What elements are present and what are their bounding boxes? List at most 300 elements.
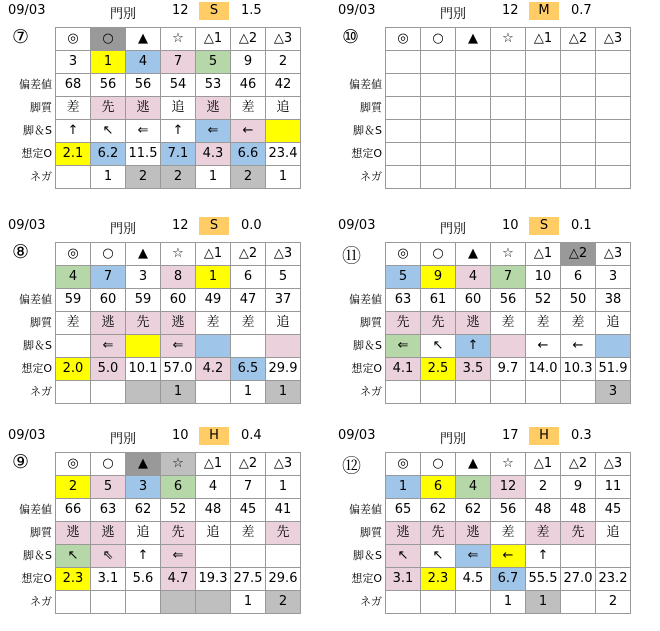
row-label: ネガ	[360, 170, 382, 183]
row-label: 想定O	[21, 147, 52, 160]
style-row	[386, 97, 631, 120]
mark-row	[386, 28, 631, 51]
venue: 門別	[440, 7, 467, 22]
style-cell	[386, 97, 421, 120]
nega-cell	[561, 381, 596, 404]
row-label: 脚＆S	[353, 339, 382, 352]
nega-cell: 2	[266, 591, 301, 614]
row-label: ネガ	[30, 385, 52, 398]
dev-cell: 62	[456, 499, 491, 522]
horse-cell: 3	[126, 476, 161, 499]
horse-cell: 4	[456, 266, 491, 289]
style-cell: 逃	[126, 97, 161, 120]
row-label: 脚＆S	[353, 124, 382, 137]
nega-cell	[161, 591, 196, 614]
dev-row	[56, 289, 301, 312]
dev-cell: 48	[526, 499, 561, 522]
horse-cell: 5	[266, 266, 301, 289]
odds-cell	[561, 143, 596, 166]
nega-cell: 3	[596, 381, 631, 404]
odds-cell: 3.1	[91, 568, 126, 591]
dev-row	[386, 289, 631, 312]
style-cell	[561, 97, 596, 120]
race-date: 09/03	[8, 3, 46, 18]
style-cell: 追	[266, 97, 301, 120]
odds-cell: 51.9	[596, 358, 631, 381]
race-header	[330, 215, 660, 235]
leg-cell: ⇐	[196, 120, 231, 143]
odds-cell: 2.5	[421, 358, 456, 381]
dev-cell: 48	[561, 499, 596, 522]
mark-cell: ◎	[386, 28, 421, 51]
dev-cell: 61	[421, 289, 456, 312]
row-label: 脚＆S	[23, 549, 52, 562]
style-cell: 先	[421, 312, 456, 335]
horse-cell: 3	[126, 266, 161, 289]
odds-cell: 23.4	[266, 143, 301, 166]
prediction-table	[385, 27, 631, 189]
leg-cell	[56, 335, 91, 358]
odds-cell: 3.5	[456, 358, 491, 381]
odds-cell: 2.0	[56, 358, 91, 381]
nega-row	[386, 166, 631, 189]
dev-cell: 47	[231, 289, 266, 312]
style-cell	[421, 97, 456, 120]
nega-cell	[491, 381, 526, 404]
style-cell: 差	[231, 97, 266, 120]
odds-cell: 23.2	[596, 568, 631, 591]
grade-badge: H	[529, 427, 559, 445]
horse-cell: 1	[386, 476, 421, 499]
dev-cell: 48	[196, 499, 231, 522]
mark-cell: △3	[596, 28, 631, 51]
odds-cell: 6.5	[231, 358, 266, 381]
horse-cell: 4	[126, 51, 161, 74]
horse-row	[386, 266, 631, 289]
leg-cell	[266, 120, 301, 143]
odds-cell: 57.0	[161, 358, 196, 381]
horse-cell: 2	[526, 476, 561, 499]
odds-row	[56, 358, 301, 381]
mark-cell: △1	[526, 243, 561, 266]
nega-cell: 1	[161, 381, 196, 404]
leg-cell	[596, 545, 631, 568]
horse-cell: 7	[91, 266, 126, 289]
field-size: 12	[172, 3, 189, 18]
dev-row	[56, 74, 301, 97]
race-header	[330, 425, 660, 445]
mark-cell: ▲	[456, 28, 491, 51]
row-label: 脚＆S	[23, 124, 52, 137]
grade-value: 0.0	[241, 218, 262, 233]
dev-row	[56, 499, 301, 522]
grade-value: 0.4	[241, 428, 262, 443]
horse-cell: 4	[196, 476, 231, 499]
race-number: ⑨	[12, 451, 30, 473]
style-cell: 追	[266, 312, 301, 335]
row-label: 脚＆S	[353, 549, 382, 562]
row-label: 想定O	[21, 362, 52, 375]
horse-cell: 1	[91, 51, 126, 74]
leg-cell: ⇐	[456, 545, 491, 568]
row-label: 脚＆S	[23, 339, 52, 352]
nega-cell	[491, 166, 526, 189]
style-cell: 逃	[196, 97, 231, 120]
leg-cell: ↑	[161, 120, 196, 143]
mark-cell: ▲	[126, 243, 161, 266]
mark-cell: △1	[526, 453, 561, 476]
leg-cell	[456, 120, 491, 143]
horse-cell: 3	[596, 266, 631, 289]
odds-row	[386, 143, 631, 166]
mark-cell: ○	[421, 28, 456, 51]
row-label: 想定O	[351, 572, 382, 585]
mark-cell: ▲	[126, 28, 161, 51]
dev-cell: 62	[421, 499, 456, 522]
race-header	[0, 425, 330, 445]
leg-cell: ↑	[456, 335, 491, 358]
dev-cell: 56	[126, 74, 161, 97]
nega-cell	[421, 166, 456, 189]
style-row	[56, 97, 301, 120]
nega-cell	[56, 381, 91, 404]
leg-cell: ←	[561, 335, 596, 358]
dev-cell: 45	[596, 499, 631, 522]
odds-cell: 3.1	[386, 568, 421, 591]
horse-row	[56, 51, 301, 74]
dev-cell	[421, 74, 456, 97]
race-panel	[330, 425, 660, 630]
nega-cell	[456, 591, 491, 614]
mark-cell: ○	[91, 453, 126, 476]
race-date: 09/03	[338, 3, 376, 18]
race-number: ⑧	[12, 241, 30, 263]
race-panel	[330, 0, 660, 205]
nega-cell: 1	[266, 166, 301, 189]
horse-cell: 2	[56, 476, 91, 499]
horse-cell: 7	[231, 476, 266, 499]
dev-cell: 60	[91, 289, 126, 312]
horse-cell	[386, 51, 421, 74]
dev-cell: 50	[561, 289, 596, 312]
mark-cell: △2	[561, 28, 596, 51]
style-cell: 逃	[161, 312, 196, 335]
odds-cell: 4.1	[386, 358, 421, 381]
style-cell: 差	[526, 312, 561, 335]
leg-cell: ↑	[526, 545, 561, 568]
row-label: ネガ	[360, 595, 382, 608]
leg-cell: ↖	[91, 120, 126, 143]
style-cell: 逃	[386, 522, 421, 545]
leg-row	[386, 545, 631, 568]
field-size: 17	[502, 428, 519, 443]
horse-cell	[561, 51, 596, 74]
race-header	[330, 0, 660, 20]
style-row	[56, 522, 301, 545]
mark-cell: ◎	[386, 453, 421, 476]
horse-cell: 8	[161, 266, 196, 289]
odds-cell: 55.5	[526, 568, 561, 591]
style-cell: 差	[196, 312, 231, 335]
dev-cell: 65	[386, 499, 421, 522]
mark-cell: △3	[266, 28, 301, 51]
horse-cell: 5	[196, 51, 231, 74]
leg-cell: ↖	[421, 545, 456, 568]
nega-cell: 1	[491, 591, 526, 614]
horse-cell: 7	[491, 266, 526, 289]
style-cell: 追	[596, 312, 631, 335]
leg-cell: ←	[491, 545, 526, 568]
leg-cell	[491, 335, 526, 358]
row-label: 偏差値	[19, 503, 52, 516]
horse-cell: 1	[196, 266, 231, 289]
nega-cell: 1	[266, 381, 301, 404]
row-label: 想定O	[21, 572, 52, 585]
style-cell: 追	[161, 97, 196, 120]
style-cell: 差	[561, 312, 596, 335]
horse-cell: 1	[266, 476, 301, 499]
nega-cell	[196, 591, 231, 614]
odds-row	[386, 358, 631, 381]
leg-cell	[491, 120, 526, 143]
leg-cell: ⇐	[386, 335, 421, 358]
grade-value: 0.1	[571, 218, 592, 233]
horse-cell: 5	[386, 266, 421, 289]
odds-cell: 7.1	[161, 143, 196, 166]
nega-cell	[91, 591, 126, 614]
prediction-table	[55, 242, 301, 404]
grade-value: 0.3	[571, 428, 592, 443]
venue: 門別	[110, 432, 137, 447]
dev-cell: 60	[161, 289, 196, 312]
leg-cell	[266, 545, 301, 568]
odds-cell: 19.3	[196, 568, 231, 591]
odds-cell: 2.3	[421, 568, 456, 591]
dev-cell: 52	[526, 289, 561, 312]
horse-cell: 12	[491, 476, 526, 499]
horse-row	[56, 476, 301, 499]
leg-row	[56, 120, 301, 143]
style-row	[386, 522, 631, 545]
odds-cell	[596, 143, 631, 166]
horse-cell: 4	[56, 266, 91, 289]
style-cell: 先	[161, 522, 196, 545]
horse-row	[386, 51, 631, 74]
odds-cell	[526, 143, 561, 166]
mark-cell: ◎	[386, 243, 421, 266]
mark-cell: ◎	[56, 243, 91, 266]
style-cell: 差	[491, 522, 526, 545]
nega-cell	[386, 166, 421, 189]
dev-cell: 37	[266, 289, 301, 312]
race-date: 09/03	[8, 218, 46, 233]
leg-cell: ⇐	[161, 335, 196, 358]
mark-cell: ☆	[491, 243, 526, 266]
odds-cell: 5.6	[126, 568, 161, 591]
prediction-table	[55, 452, 301, 614]
horse-cell: 4	[456, 476, 491, 499]
style-cell	[491, 97, 526, 120]
race-header	[0, 215, 330, 235]
race-number: ⑦	[12, 26, 30, 48]
horse-cell: 5	[91, 476, 126, 499]
leg-cell: ⇐	[161, 545, 196, 568]
leg-cell	[526, 120, 561, 143]
style-cell: 差	[231, 312, 266, 335]
row-label: 偏差値	[19, 293, 52, 306]
nega-cell	[421, 591, 456, 614]
row-label: 脚質	[30, 316, 52, 329]
mark-cell: ○	[91, 243, 126, 266]
field-size: 12	[502, 3, 519, 18]
horse-row	[56, 266, 301, 289]
style-cell: 差	[491, 312, 526, 335]
leg-cell	[386, 120, 421, 143]
dev-cell	[561, 74, 596, 97]
style-row	[56, 312, 301, 335]
nega-row	[56, 381, 301, 404]
dev-cell	[491, 74, 526, 97]
dev-cell: 41	[266, 499, 301, 522]
horse-cell: 6	[231, 266, 266, 289]
mark-cell: △2	[231, 453, 266, 476]
dev-cell: 56	[91, 74, 126, 97]
mark-cell: △3	[596, 243, 631, 266]
odds-cell: 10.1	[126, 358, 161, 381]
mark-row	[386, 453, 631, 476]
leg-cell	[196, 545, 231, 568]
leg-cell	[266, 335, 301, 358]
odds-cell	[491, 143, 526, 166]
style-cell	[526, 97, 561, 120]
dev-cell	[386, 74, 421, 97]
horse-cell	[421, 51, 456, 74]
grade-value: 0.7	[571, 3, 592, 18]
nega-cell	[526, 166, 561, 189]
odds-cell: 6.6	[231, 143, 266, 166]
horse-cell: 6	[421, 476, 456, 499]
row-label: 脚質	[30, 526, 52, 539]
horse-cell: 9	[231, 51, 266, 74]
nega-cell	[561, 591, 596, 614]
nega-cell: 1	[196, 166, 231, 189]
mark-cell: ◎	[56, 453, 91, 476]
row-label: 想定O	[351, 362, 382, 375]
prediction-table	[385, 452, 631, 614]
leg-cell: ↖	[386, 545, 421, 568]
mark-cell: ○	[91, 28, 126, 51]
grade-badge: S	[199, 2, 229, 20]
horse-cell	[596, 51, 631, 74]
race-date: 09/03	[338, 218, 376, 233]
mark-cell: △1	[196, 28, 231, 51]
mark-cell: △3	[266, 453, 301, 476]
style-cell: 先	[266, 522, 301, 545]
mark-row	[56, 243, 301, 266]
leg-cell	[421, 120, 456, 143]
nega-cell	[386, 591, 421, 614]
dev-cell: 66	[56, 499, 91, 522]
nega-cell	[596, 166, 631, 189]
style-cell: 差	[56, 312, 91, 335]
nega-cell	[126, 591, 161, 614]
style-row	[386, 312, 631, 335]
race-header	[0, 0, 330, 20]
dev-cell	[526, 74, 561, 97]
nega-cell: 1	[526, 591, 561, 614]
row-label: 脚質	[360, 526, 382, 539]
race-panel	[0, 425, 330, 630]
leg-cell: ↖	[421, 335, 456, 358]
leg-cell	[596, 335, 631, 358]
leg-cell	[231, 545, 266, 568]
odds-cell: 11.5	[126, 143, 161, 166]
field-size: 12	[172, 218, 189, 233]
dev-cell: 59	[126, 289, 161, 312]
mark-cell: △2	[561, 243, 596, 266]
mark-cell: ☆	[161, 243, 196, 266]
prediction-table	[55, 27, 301, 189]
field-size: 10	[502, 218, 519, 233]
style-cell: 先	[386, 312, 421, 335]
dev-cell: 53	[196, 74, 231, 97]
venue: 門別	[110, 7, 137, 22]
style-cell: 差	[231, 522, 266, 545]
odds-cell: 14.0	[526, 358, 561, 381]
style-cell	[596, 97, 631, 120]
nega-cell	[126, 381, 161, 404]
dev-cell: 68	[56, 74, 91, 97]
style-cell: 差	[56, 97, 91, 120]
style-cell: 先	[91, 97, 126, 120]
dev-cell: 52	[161, 499, 196, 522]
style-cell: 逃	[456, 522, 491, 545]
nega-cell	[56, 591, 91, 614]
grade-badge: S	[199, 217, 229, 235]
nega-cell	[561, 166, 596, 189]
style-cell: 追	[196, 522, 231, 545]
odds-cell: 10.3	[561, 358, 596, 381]
leg-row	[56, 335, 301, 358]
dev-cell: 60	[456, 289, 491, 312]
leg-cell: ↑	[126, 545, 161, 568]
row-label: 偏差値	[349, 78, 382, 91]
style-cell: 逃	[91, 522, 126, 545]
odds-row	[56, 143, 301, 166]
odds-cell: 4.7	[161, 568, 196, 591]
horse-cell: 6	[561, 266, 596, 289]
mark-cell: △1	[196, 243, 231, 266]
race-number: ⑩	[342, 26, 360, 48]
grade-badge: H	[199, 427, 229, 445]
horse-cell	[456, 51, 491, 74]
dev-cell: 38	[596, 289, 631, 312]
nega-cell: 1	[231, 591, 266, 614]
leg-cell	[126, 335, 161, 358]
leg-row	[56, 545, 301, 568]
mark-cell: ☆	[491, 28, 526, 51]
style-cell: 先	[561, 522, 596, 545]
style-cell: 先	[421, 522, 456, 545]
prediction-table	[385, 242, 631, 404]
grade-badge: M	[529, 2, 559, 20]
horse-cell: 6	[161, 476, 196, 499]
style-cell	[456, 97, 491, 120]
dev-row	[386, 74, 631, 97]
odds-cell: 27.0	[561, 568, 596, 591]
horse-cell: 7	[161, 51, 196, 74]
nega-cell	[91, 381, 126, 404]
